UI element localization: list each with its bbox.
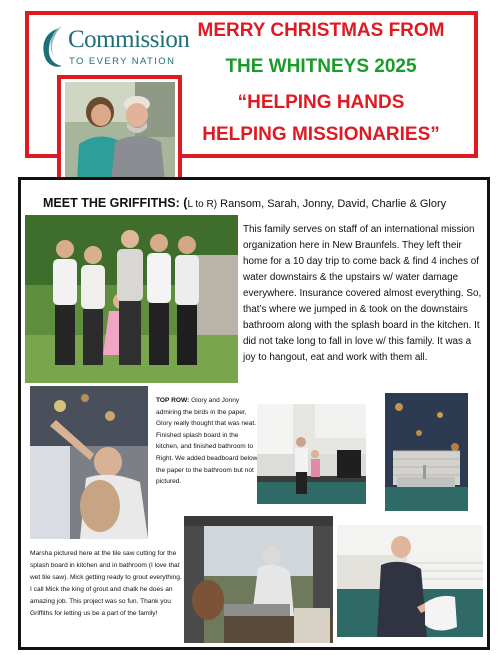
top-row-caption	[156, 395, 260, 488]
section-heading	[43, 196, 446, 210]
caption-label: TOP ROW:	[156, 397, 190, 404]
bathroom-photo	[385, 393, 468, 511]
heading-order: L to R)	[187, 199, 218, 210]
logo-tagline: TO EVERY NATION	[69, 56, 176, 67]
grout-photo	[337, 525, 483, 637]
theme-line-2: HELPING MISSIONARIES”	[202, 124, 440, 145]
family-group-photo	[25, 215, 238, 383]
family-year-line: THE WHITNEYS 2025	[225, 56, 417, 77]
theme-line-1: “HELPING HANDS	[237, 92, 405, 113]
kitchen-splash-photo	[257, 404, 366, 504]
greeting-line: MERRY CHRISTMAS FROM	[197, 20, 445, 41]
logo-mark-icon	[38, 24, 68, 70]
birds-wallpaper-photo	[30, 386, 148, 539]
tile-saw-photo	[184, 516, 333, 643]
intro-paragraph: This family serves on staff of an international mission organization here in New Braunfels. They left their home for a 10 day trip to come back & find 4 inches of water downstairs & the upstairs w/ water damage everywhere. Insurance covered almost everything. So, that’s where we jumped in & took on the downstairs bathroom along with the splash board in the kitchen. It did not take long to fall in love w/ this family. It was a joy to hangout, eat and work with them all.	[243, 224, 482, 363]
commission-logo	[38, 22, 190, 80]
logo-word: Commission	[68, 26, 190, 53]
bottom-caption: Marsha pictured here at the tile saw cutting for the splash board in kitchen and in bathroom (I love that wet tile saw). Mick getting ready to grout everything. I call Mick the king of grout and chalk he does an amazing job. This project was so fun. Thank you Griffiths for letting us be a part of the family!	[30, 550, 182, 617]
heading-names: Ransom, Sarah, Jonny, David, Charlie & Glory	[217, 198, 447, 210]
couple-photo	[65, 82, 175, 182]
caption-top-text: Glory and Jonny admiring the birds in the paper, Glory really thought that was neat. Finished splash board in the kitchen, and finished bathroom to Right. We added beadboard below the paper to the bathroom but not pictured.	[156, 397, 258, 486]
heading-bold: MEET THE GRIFFITHS: (	[43, 196, 188, 210]
